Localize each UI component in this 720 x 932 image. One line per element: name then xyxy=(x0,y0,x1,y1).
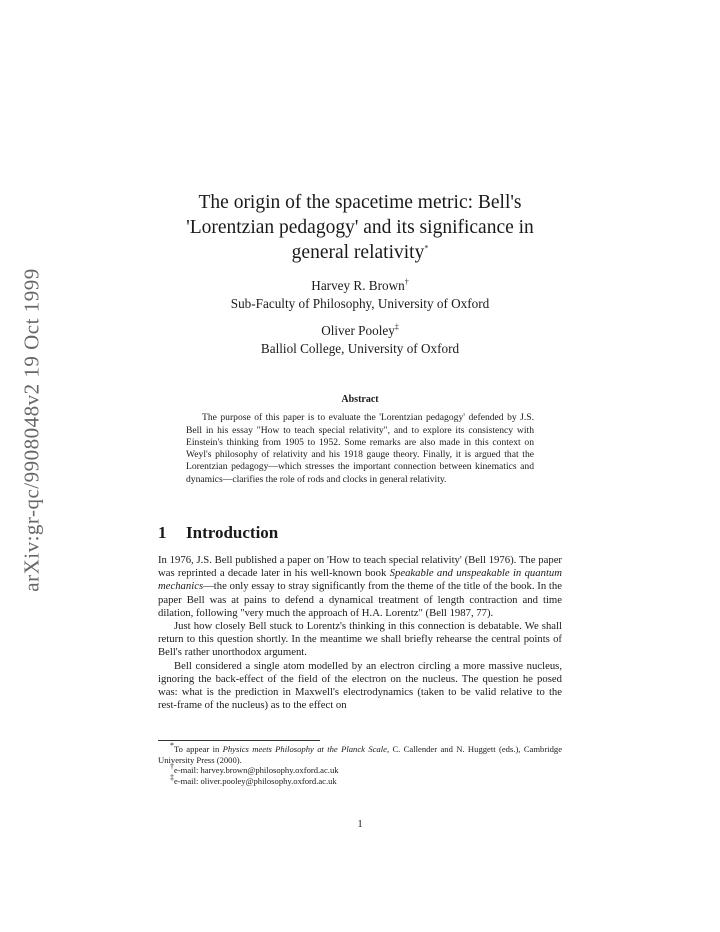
abstract-text: The purpose of this paper is to evaluate the 'Lorentzian pedagogy' defended by J.S. Bell in his essay "How to teach special relativity", and to explore its consistency with Einstein's thinking from 1905 to 1952. Some remarks are also made in this context on Weyl's philosophy of relativity and his 1918 gauge theory. Finally, it is argued that the Lorentzian pedagogy—which stresses the important connection between kinematics and dynamics—clarifies the role of rods and clocks in general relativity. xyxy=(186,412,534,485)
footnote-book-title: Physics meets Philosophy at the Planck Scale xyxy=(222,744,387,754)
footnote-mark: ‡ xyxy=(170,772,174,782)
paper-title xyxy=(158,190,562,265)
title-footnote-mark: * xyxy=(424,243,429,253)
title-line: The origin of the spacetime metric: Bell's xyxy=(198,192,522,213)
title-line: 'Lorentzian pedagogy' and its significance in xyxy=(186,217,534,238)
footnote-email: e-mail: harvey.brown@philosophy.oxford.ac.uk xyxy=(174,765,339,776)
title-line-text: general relativity xyxy=(291,242,425,263)
author-name-text: Harvey R. Brown xyxy=(311,278,405,293)
author-footnote-mark: † xyxy=(404,277,409,287)
footnote xyxy=(158,772,562,787)
paragraph: Bell considered a single atom modelled by an electron circling a more massive nucleus, ignoring the back-effect of the field of the electron on the nucleus. The question he posed was: what is the prediction in Maxwell's electrodynamics (taken to be valid relative to the rest-frame of the nucleus) as to the effect on xyxy=(158,659,562,712)
author-name-text: Oliver Pooley xyxy=(321,323,395,338)
paragraph-text: In 1976, J.S. Bell published a paper on 'How to teach special relativity' (Bell 1976). The paper was reprinted a decade later in his well-known book xyxy=(158,554,562,580)
footnote-text: To appear in xyxy=(174,744,223,754)
author-block xyxy=(158,277,562,313)
author-footnote-mark: ‡ xyxy=(394,322,399,332)
author-name xyxy=(158,322,562,340)
title-line xyxy=(158,240,562,265)
book-title: Speakable and unspeakable in quantum mechanics xyxy=(158,567,562,593)
author-affiliation: Balliol College, University of Oxford xyxy=(260,341,460,356)
body-text xyxy=(158,554,562,712)
section-heading xyxy=(158,523,278,543)
footnotes xyxy=(158,741,563,786)
section-number: 1 xyxy=(158,523,167,542)
footnote-text: , C. Callender and N. Huggett (eds.), Cambridge University Press (2000). xyxy=(158,744,563,765)
footnote-mark: † xyxy=(170,762,174,772)
footnote xyxy=(158,762,562,776)
paragraph: Just how closely Bell stuck to Lorentz's thinking in this connection is debatable. We shall return to this question shortly. In the meantime we shall briefly rehearse the central points of Bell's rather unorthodox argument. xyxy=(158,620,562,659)
footnote-mark: * xyxy=(170,741,174,751)
arxiv-identifier: arXiv:gr-qc/9908048v2 19 Oct 1999 xyxy=(19,268,44,592)
paragraph xyxy=(158,554,562,620)
footnote-divider xyxy=(158,740,320,741)
author-affiliation: Sub-Faculty of Philosophy, University of Oxford xyxy=(230,296,490,311)
author-name xyxy=(158,277,562,295)
footnote xyxy=(158,741,563,765)
abstract xyxy=(186,394,534,486)
page-number: 1 xyxy=(357,818,363,830)
section-title: Introduction xyxy=(186,523,279,542)
title-block xyxy=(158,190,562,358)
paragraph-text: —the only essay to stray significantly from the theme of the title of the book. In the paper Bell was at pains to defend a dynamical treatment of length contraction and time dilation, following "very much the approach of H.A. Lorentz" (Bell 1987, 77). xyxy=(158,580,562,619)
author-block xyxy=(158,322,562,358)
footnote-email: e-mail: oliver.pooley@philosophy.oxford.ac.uk xyxy=(174,775,337,786)
abstract-heading: Abstract xyxy=(341,394,379,405)
